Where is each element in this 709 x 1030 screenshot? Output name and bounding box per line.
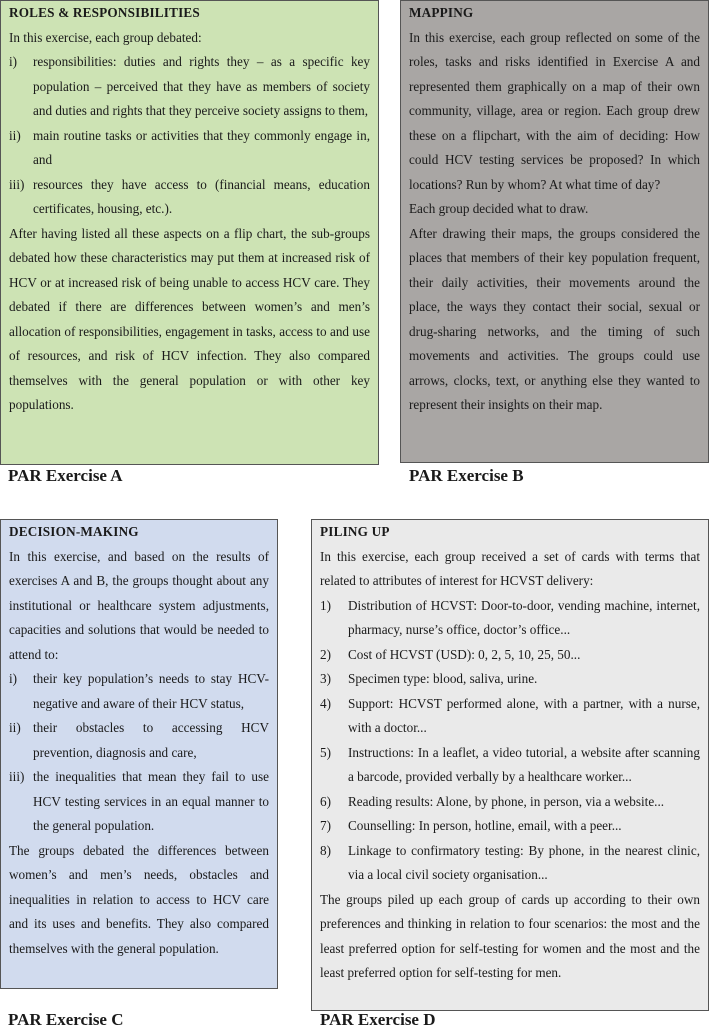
exercise-b-caption: PAR Exercise B bbox=[409, 466, 524, 485]
list-item: i) responsibilities: duties and rights they – as a specific key population – perceived that they have as members of society and duties and rights that they perceive society assigns to them, bbox=[9, 54, 370, 118]
list-item: 7) Counselling: In person, hotline, email, with a peer... bbox=[320, 818, 622, 833]
list-item: ii) main routine tasks or activities that they commonly engage in, and bbox=[9, 127, 370, 167]
exercise-c-heading: DECISION-MAKING bbox=[9, 524, 139, 539]
exercise-d-body: The groups piled up each group of cards up according to their own preferences and thinking in relation to four scenarios: the most and the least preferred option for self-testing for women and the most and the least preferred option for self-testing for men. bbox=[320, 891, 700, 980]
list-item: 3) Specimen type: blood, saliva, urine. bbox=[320, 671, 538, 686]
list-item: 2) Cost of HCVST (USD): 0, 2, 5, 10, 25, 50... bbox=[320, 646, 581, 662]
exercise-a-box bbox=[0, 0, 379, 465]
list-item: iii) resources they have access to (financial means, education certificates, housing, etc.). bbox=[9, 176, 370, 216]
exercise-c-caption: PAR Exercise C bbox=[8, 1010, 124, 1029]
list-item: iii) the inequalities that mean they fail to use HCV testing services in an equal manner to the general population. bbox=[9, 769, 269, 833]
exercise-a-body: After having listed all these aspects on a flip chart, the sub-groups debated how these characteristics may put them at increased risk of HCV or at increased risk of being unable to access HCV care. They debated if there are differences between women’s and men’s allocation of responsibilities, engagement in tasks, access to and use of resources, and risk of HCV infection. They also compared themselves with the general population or with other key populations. bbox=[9, 225, 370, 412]
list-item: i) their key population’s needs to stay HCV-negative and aware of their HCV status, bbox=[9, 671, 269, 711]
list-item: 1) Distribution of HCVST: Door-to-door, vending machine, internet, pharmacy, nurse’s office, doctor’s office... bbox=[320, 597, 700, 637]
exercise-b-box bbox=[400, 0, 709, 463]
exercise-a-heading: ROLES & RESPONSIBILITIES bbox=[9, 5, 200, 20]
exercise-b-para1: In this exercise, each group reflected on some of the roles, tasks and risks identified in Exercise A and represented them graphically on a map of their own community, village, area or region. Each group drew these on a flipchart, with the aim of deciding: How could HCV testing services be proposed? In which locations? Run by whom? At what time of day? bbox=[409, 29, 700, 192]
list-item: 6) Reading results: Alone, by phone, in person, via a website... bbox=[320, 793, 665, 809]
exercise-d-list bbox=[320, 594, 700, 888]
exercise-d-intro: In this exercise, each group received a set of cards with terms that related to attributes of interest for HCVST delivery: bbox=[320, 548, 700, 588]
list-item: 8) Linkage to confirmatory testing: By phone, in the nearest clinic, via a local civil society organisation... bbox=[320, 842, 700, 882]
exercise-a-intro: In this exercise, each group debated: bbox=[9, 29, 202, 45]
exercise-c-box bbox=[0, 519, 278, 989]
list-item: 4) Support: HCVST performed alone, with a partner, with a nurse, with a doctor... bbox=[320, 695, 700, 735]
exercise-d-box bbox=[311, 519, 709, 1011]
exercise-b-para2: Each group decided what to draw. bbox=[409, 201, 589, 216]
exercise-c-intro: In this exercise, and based on the results of exercises A and B, the groups thought about any institutional or healthcare system adjustments, capacities and solutions that would be needed to attend to: bbox=[9, 548, 269, 662]
exercise-d-caption: PAR Exercise D bbox=[320, 1010, 436, 1029]
exercise-a-list bbox=[9, 50, 370, 222]
exercise-d-heading: PILING UP bbox=[320, 524, 390, 539]
exercise-a-caption: PAR Exercise A bbox=[8, 466, 123, 485]
exercise-b-heading: MAPPING bbox=[409, 5, 474, 20]
exercise-c-list bbox=[9, 667, 269, 839]
list-item: 5) Instructions: In a leaflet, a video tutorial, a website after scanning a barcode, provided verbally by a healthcare worker... bbox=[320, 744, 700, 784]
list-item: ii) their obstacles to accessing HCV prevention, diagnosis and care, bbox=[9, 720, 269, 760]
exercise-c-body: The groups debated the differences between women’s and men’s needs, obstacles and inequalities in relation to access to HCV care and its uses and benefits. They also compared themselves with the general population. bbox=[9, 842, 269, 956]
exercise-b-para3: After drawing their maps, the groups considered the places that members of their key population frequent, their daily activities, their movements around the place, the ways they contact their social, sexual or drug-sharing networks, and the timing of such movements and activities. The groups could use arrows, clocks, text, or anything else they wanted to represent their insights on their map. bbox=[409, 225, 700, 412]
